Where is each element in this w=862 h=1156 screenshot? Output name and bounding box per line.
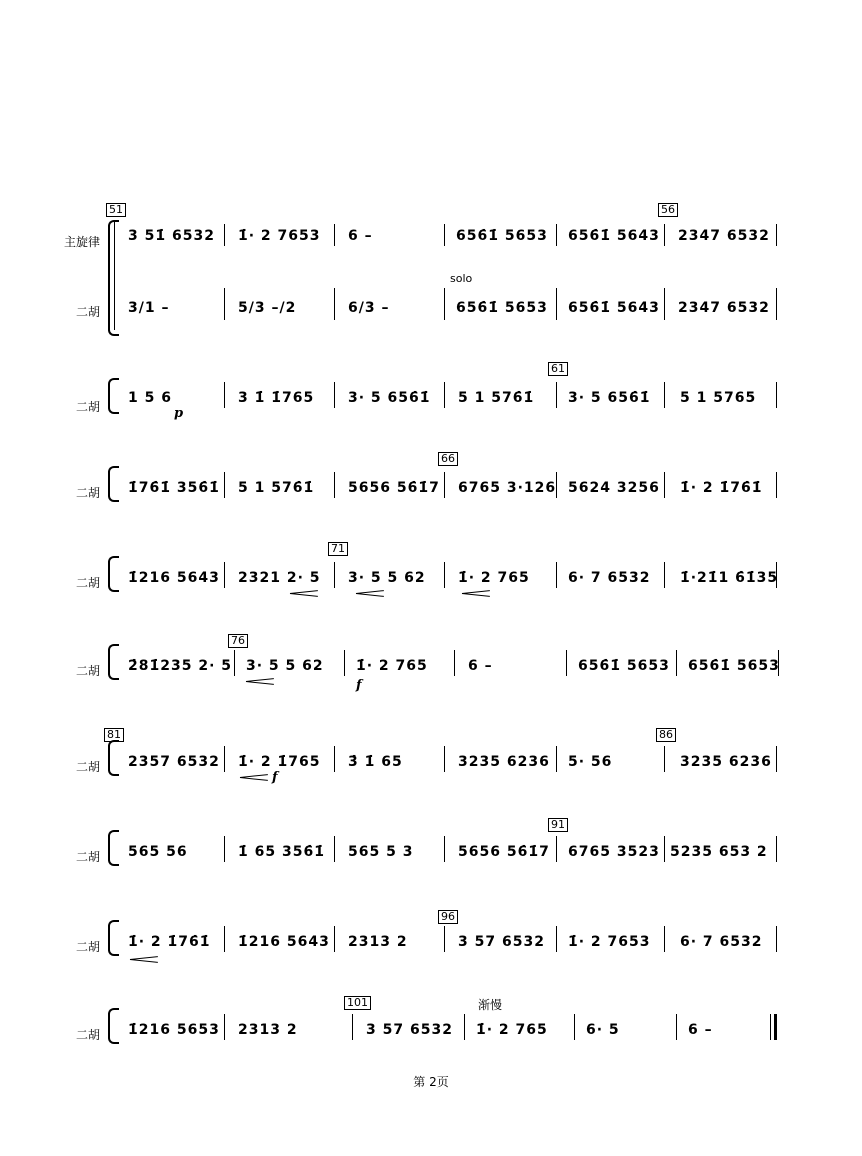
measure-93: 1̇· 2 1̇76̇1̇ <box>128 934 211 950</box>
measure-82: 1̇· 2 1̇765 <box>238 754 321 770</box>
measure-52-melody: 1̇· 2 7653 <box>238 228 321 244</box>
barline <box>224 382 225 408</box>
measure-88: 1̇ 65 356̇1̇ <box>238 844 325 860</box>
measure-55-erhu: 656̇1̇ 5643 <box>568 300 660 316</box>
barline <box>344 650 345 676</box>
barline <box>334 746 335 772</box>
barline <box>224 288 225 320</box>
measure-92: 5235 653 2 <box>670 844 768 860</box>
crescendo-hairpin <box>246 678 274 684</box>
measure-87: 565 56 <box>128 844 188 860</box>
barline <box>664 472 665 498</box>
measure-96: 3 57 6532 <box>458 934 545 950</box>
measure-91: 6765 3523 <box>568 844 660 860</box>
measure-73: 6· 7 6532 <box>568 570 651 586</box>
measure-95: 2313 2 <box>348 934 408 950</box>
system-brace <box>108 1008 119 1044</box>
barline <box>334 382 335 408</box>
measure-71: 3· 5 5 62 <box>348 570 426 586</box>
rehearsal-mark-91: 91 <box>548 818 568 832</box>
measure-100: 2313 2 <box>238 1022 298 1038</box>
barline <box>224 472 225 498</box>
instrument-label-erhu: 二胡 <box>76 486 101 500</box>
barline <box>224 1014 225 1040</box>
instrument-label-erhu: 二胡 <box>76 760 101 774</box>
barline <box>664 224 665 246</box>
crescendo-hairpin <box>240 774 268 780</box>
barline <box>676 650 677 676</box>
measure-76: 3· 5 5 62 <box>246 658 324 674</box>
measure-98: 6· 7 6532 <box>680 934 763 950</box>
barline <box>224 836 225 862</box>
rehearsal-mark-76: 76 <box>228 634 248 648</box>
rehearsal-mark-71: 71 <box>328 542 348 556</box>
barline <box>664 288 665 320</box>
crescendo-hairpin <box>462 590 490 596</box>
system-brace <box>108 830 119 866</box>
barline <box>334 472 335 498</box>
system-brace <box>108 466 119 502</box>
barline <box>776 836 777 862</box>
dynamic-f: f <box>356 678 362 693</box>
measure-63: 1̇76̇1̇ 356̇1̇ <box>128 480 220 496</box>
barline <box>776 472 777 498</box>
measure-57: 1 5 6 <box>128 390 172 406</box>
system-brace <box>108 740 119 776</box>
barline <box>664 562 665 588</box>
instrument-label-erhu: 二胡 <box>76 400 101 414</box>
instrument-label-erhu: 二胡 <box>76 850 101 864</box>
measure-89: 565 5 3 <box>348 844 414 860</box>
barline <box>224 562 225 588</box>
barline <box>334 836 335 862</box>
measure-51-erhu: 3/1 – <box>128 300 170 316</box>
measure-99: 1̇216 5653 <box>128 1022 220 1038</box>
barline <box>556 382 557 408</box>
measure-66: 6765 3·126 <box>458 480 557 496</box>
instrument-label-erhu: 二胡 <box>76 664 101 678</box>
barline <box>776 382 777 408</box>
barline <box>556 288 557 320</box>
measure-101: 3 57 6532 <box>366 1022 453 1038</box>
barline <box>334 562 335 588</box>
barline <box>574 1014 575 1040</box>
measure-51-melody: 3 51̇ 6532 <box>128 228 215 244</box>
measure-54-melody: 656̇1̇ 5653 <box>456 228 548 244</box>
barline <box>556 562 557 588</box>
rehearsal-mark-56: 56 <box>658 203 678 217</box>
crescendo-hairpin <box>356 590 384 596</box>
measure-97: 1̇· 2 7653 <box>568 934 651 950</box>
barline <box>444 382 445 408</box>
measure-103: 6· 5 <box>586 1022 620 1038</box>
crescendo-hairpin <box>130 956 158 962</box>
rehearsal-mark-101: 101 <box>344 996 371 1010</box>
measure-94: 1̇216 5643 <box>238 934 330 950</box>
dynamic-p: p <box>174 406 184 421</box>
measure-64: 5 1 576̇1̇ <box>238 480 315 496</box>
barline <box>444 836 445 862</box>
rehearsal-mark-61: 61 <box>548 362 568 376</box>
barline <box>664 836 665 862</box>
barline <box>234 650 235 676</box>
barline <box>556 836 557 862</box>
crescendo-hairpin <box>290 590 318 596</box>
barline <box>770 1014 771 1040</box>
measure-61: 3· 5 656̇1̇ <box>568 390 651 406</box>
measure-60: 5 1 576̇1̇ <box>458 390 535 406</box>
system-brace <box>108 556 119 592</box>
barline <box>556 926 557 952</box>
measure-59: 3· 5 656̇1̇ <box>348 390 431 406</box>
barline <box>676 1014 677 1040</box>
final-barline <box>774 1014 777 1040</box>
measure-78: 6 – <box>468 658 493 674</box>
measure-70: 2321 2· 5 <box>238 570 321 586</box>
barline <box>664 746 665 772</box>
rehearsal-mark-81: 81 <box>104 728 124 742</box>
barline <box>556 746 557 772</box>
measure-55-melody: 656̇1̇ 5643 <box>568 228 660 244</box>
solo-marking: solo <box>450 272 473 285</box>
measure-54-erhu: 656̇1̇ 5653 <box>456 300 548 316</box>
instrument-label-erhu: 二胡 <box>76 576 101 590</box>
rehearsal-mark-86: 86 <box>656 728 676 742</box>
rehearsal-mark-96: 96 <box>438 910 458 924</box>
tempo-marking-dim-rit: 渐慢 <box>478 998 503 1012</box>
measure-77: 1̇· 2 765 <box>356 658 428 674</box>
instrument-label-erhu: 二胡 <box>76 1028 101 1042</box>
barline <box>464 1014 465 1040</box>
measure-84: 3235 6236 <box>458 754 550 770</box>
system-brace <box>108 644 119 680</box>
measure-58: 3 1̇ 1̇765 <box>238 390 315 406</box>
barline <box>776 746 777 772</box>
measure-86: 3235 6236 <box>680 754 772 770</box>
system-bracket-line <box>114 222 115 330</box>
barline <box>334 288 335 320</box>
system-brace <box>108 378 119 414</box>
barline <box>776 224 777 246</box>
measure-102: 1̇· 2 765 <box>476 1022 548 1038</box>
barline <box>664 926 665 952</box>
measure-56-melody: 2347 6532 <box>678 228 770 244</box>
barline <box>776 562 777 588</box>
barline <box>556 224 557 246</box>
barline <box>454 650 455 676</box>
measure-62: 5 1 5765 <box>680 390 757 406</box>
rehearsal-mark-66: 66 <box>438 452 458 466</box>
measure-75: 2̇81̇235 2· 5 <box>128 658 232 674</box>
instrument-label-melody: 主旋律 <box>64 235 101 249</box>
barline <box>444 562 445 588</box>
barline <box>334 926 335 952</box>
measure-68: 1̇· 2 1̇76̇1̇ <box>680 480 763 496</box>
barline <box>444 926 445 952</box>
page-number: 第 2页 <box>413 1075 449 1089</box>
barline <box>664 382 665 408</box>
dynamic-f: f <box>272 770 278 785</box>
barline <box>776 288 777 320</box>
measure-85: 5· 56 <box>568 754 613 770</box>
measure-81: 2357 6532 <box>128 754 220 770</box>
barline <box>334 224 335 246</box>
measure-80: 656̇1̇ 5653 <box>688 658 780 674</box>
instrument-label-erhu: 二胡 <box>76 940 101 954</box>
measure-90: 5656 56̇1̇7 <box>458 844 550 860</box>
measure-72: 1̇· 2 765 <box>458 570 530 586</box>
system-brace <box>108 920 119 956</box>
measure-67: 5624 3256 <box>568 480 660 496</box>
barline <box>444 288 445 320</box>
barline <box>778 650 779 676</box>
rehearsal-mark-51: 51 <box>106 203 126 217</box>
barline <box>556 472 557 498</box>
barline <box>224 224 225 246</box>
measure-52-erhu: 5/3 –/2 <box>238 300 297 316</box>
barline <box>224 926 225 952</box>
measure-69: 1̇216 5643 <box>128 570 220 586</box>
measure-56-erhu: 2347 6532 <box>678 300 770 316</box>
measure-65: 5656 56̇1̇7 <box>348 480 440 496</box>
measure-79: 656̇1̇ 5653 <box>578 658 670 674</box>
measure-104: 6 – <box>688 1022 713 1038</box>
barline <box>224 746 225 772</box>
barline <box>444 224 445 246</box>
measure-53-melody: 6 – <box>348 228 373 244</box>
measure-53-erhu: 6/3 – <box>348 300 390 316</box>
barline <box>444 746 445 772</box>
barline <box>444 472 445 498</box>
instrument-label-erhu: 二胡 <box>76 305 101 319</box>
barline <box>352 1014 353 1040</box>
measure-83: 3̇ 1̇ 65 <box>348 754 403 770</box>
barline <box>776 926 777 952</box>
measure-74: 1̇·21̇1 6̇1̇35 <box>680 570 779 586</box>
barline <box>566 650 567 676</box>
